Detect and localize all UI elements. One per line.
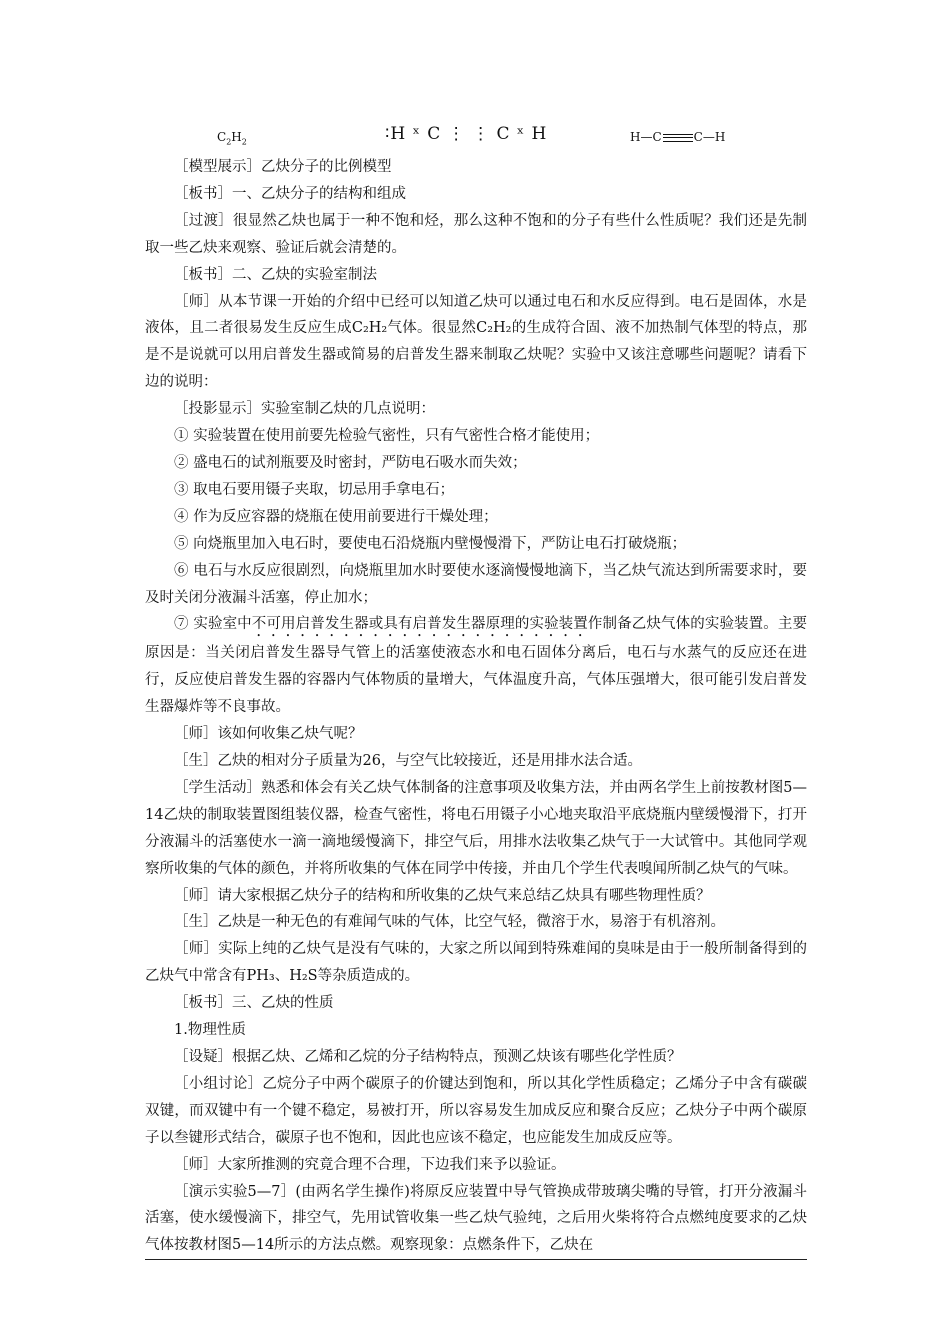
paragraph: ［过渡］很显然乙炔也属于一种不饱和烃，那么这种不饱和的分子有些什么性质呢？我们还是先制取一些乙炔来观察、验证后就会清楚的。 bbox=[145, 212, 807, 256]
list-item: ② 盛电石的试剂瓶要及时密封，严防电石吸水而失效； bbox=[174, 454, 527, 471]
paragraph: ［生］乙炔的相对分子质量为26，与空气比较接近，还是用排水法合适。 bbox=[174, 753, 642, 770]
triple-bond-icon bbox=[663, 133, 693, 143]
electron-formula: ∶H ˣ C ⋮ ⋮ C ˣ H bbox=[385, 124, 548, 144]
emphasized-text: 不可用启普发生器或具有启普发生器原理的实验装置 bbox=[251, 616, 588, 633]
paragraph: ［小组讨论］乙烷分子中两个碳原子的价键达到饱和，所以其化学性质稳定；乙烯分子中含有碳碳双键，而双键中有一个键不稳定，易被打开，所以容易发生加成反应和聚合反应；乙炔分子中两个碳原子以叁键形式结合，碳原子也不饱和，因此也应该不稳定，也应能发生加成反应等。 bbox=[145, 1075, 807, 1146]
list-item: ④ 作为反应容器的烧瓶在使用前要进行干燥处理； bbox=[174, 508, 498, 525]
document-body bbox=[145, 118, 807, 1259]
paragraph: ［演示实验5—7］(由两名学生操作)将原反应装置中导气管换成带玻璃尖嘴的导管，打开分液漏斗活塞，使水缓慢滴下，排空气，先用试管收集一些乙炔气验纯，之后用火柴将符合点燃纯度要求的乙炔气体按教材图5—14所示的方法点燃。观察现象：点燃条件下，乙炔在 bbox=[145, 1183, 807, 1254]
paragraph: ［生］乙炔是一种无色的有难闻气味的气体，比空气轻，微溶于水，易溶于有机溶剂。 bbox=[174, 914, 725, 931]
paragraph: ［师］该如何收集乙炔气呢？ bbox=[174, 726, 363, 743]
paragraph: ［师］实际上纯的乙炔气是没有气味的，大家之所以闻到特殊难闻的臭味是由于一般所制备得到的乙炔气中常含有PH₃、H₂S等杂质造成的。 bbox=[145, 941, 807, 985]
paragraph: ［学生活动］熟悉和体会有关乙炔气体制备的注意事项及收集方法，并由两名学生上前按教材图5—14乙炔的制取装置图组装仪器，检查气密性，将电石用镊子小心地夹取沿平底烧瓶内壁缓慢滑下，打开分液漏斗的活塞使水一滴一滴地缓慢滴下，排空气后，用排水法收集乙炔气于一大试管中。其他同学观察所收集的气体的颜色，并将所收集的气体在同学中传接，并由几个学生代表嗅闻所制乙炔气的气味。 bbox=[145, 779, 807, 877]
list-item: ① 实验装置在使用前要先检验气密性，只有气密性合格才能使用； bbox=[174, 428, 600, 445]
list-item: ⑤ 向烧瓶里加入电石时，要使电石沿烧瓶内壁慢慢滑下，严防让电石打破烧瓶； bbox=[174, 535, 687, 552]
paragraph: ［师］请大家根据乙炔分子的结构和所收集的乙炔气来总结乙炔具有哪些物理性质？ bbox=[174, 887, 711, 904]
paragraph: ［板书］三、乙炔的性质 bbox=[174, 995, 334, 1012]
paragraph: ［设疑］根据乙炔、乙烯和乙烷的分子结构特点，预测乙炔该有哪些化学性质？ bbox=[174, 1049, 682, 1065]
paragraph: ［板书］二、乙炔的实验室制法 bbox=[174, 266, 377, 283]
structural-formula: H—C C—H bbox=[630, 130, 726, 144]
list-item: ⑥ 电石与水反应很剧烈，向烧瓶里加水时要使水逐滴慢慢地滴下，当乙炔气流达到所需要求时，要及时关闭分液漏斗活塞，停止加水； bbox=[145, 562, 807, 606]
paragraph: ［板书］一、乙炔分子的结构和组成 bbox=[174, 185, 406, 202]
paragraph: ［投影显示］实验室制乙炔的几点说明： bbox=[174, 401, 435, 418]
paragraph: 1.物理性质 bbox=[174, 1022, 246, 1039]
list-item: ⑦ 实验室中不可用启普发生器或具有启普发生器原理的实验装置作制备乙炔气体的实验装置。主要原因是：当关闭启普发生器导气管上的活塞使液态水和电石固体分离后，电石与水蒸气的反应还在进行，反应使启普发生器的容器内气体物质的量增大，气体温度升高，气体压强增大，很可能引发启普发生器爆炸等不良事故。 bbox=[145, 616, 808, 716]
paragraph: ［师］大家所推测的究竟合理不合理，下边我们来予以验证。 bbox=[174, 1156, 566, 1173]
footer-divider bbox=[145, 1259, 807, 1260]
paragraph: ［模型展示］乙炔分子的比例模型 bbox=[174, 159, 392, 175]
acetylene-formula-row bbox=[145, 118, 807, 154]
paragraph: ［师］从本节课一开始的介绍中已经可以知道乙炔可以通过电石和水反应得到。电石是固体，水是液体，且二者很易发生反应生成C₂H₂气体。很显然C₂H₂的生成符合固、液不加热制气体型的特点，那是不是说就可以用启普发生器或简易的启普发生器来制取乙炔呢？实验中又该注意哪些问题呢？请看下边的说明： bbox=[145, 293, 807, 391]
molecular-formula: $C_2H_2$ bbox=[217, 130, 247, 147]
list-item: ③ 取电石要用镊子夹取，切忌用手拿电石； bbox=[174, 481, 455, 498]
